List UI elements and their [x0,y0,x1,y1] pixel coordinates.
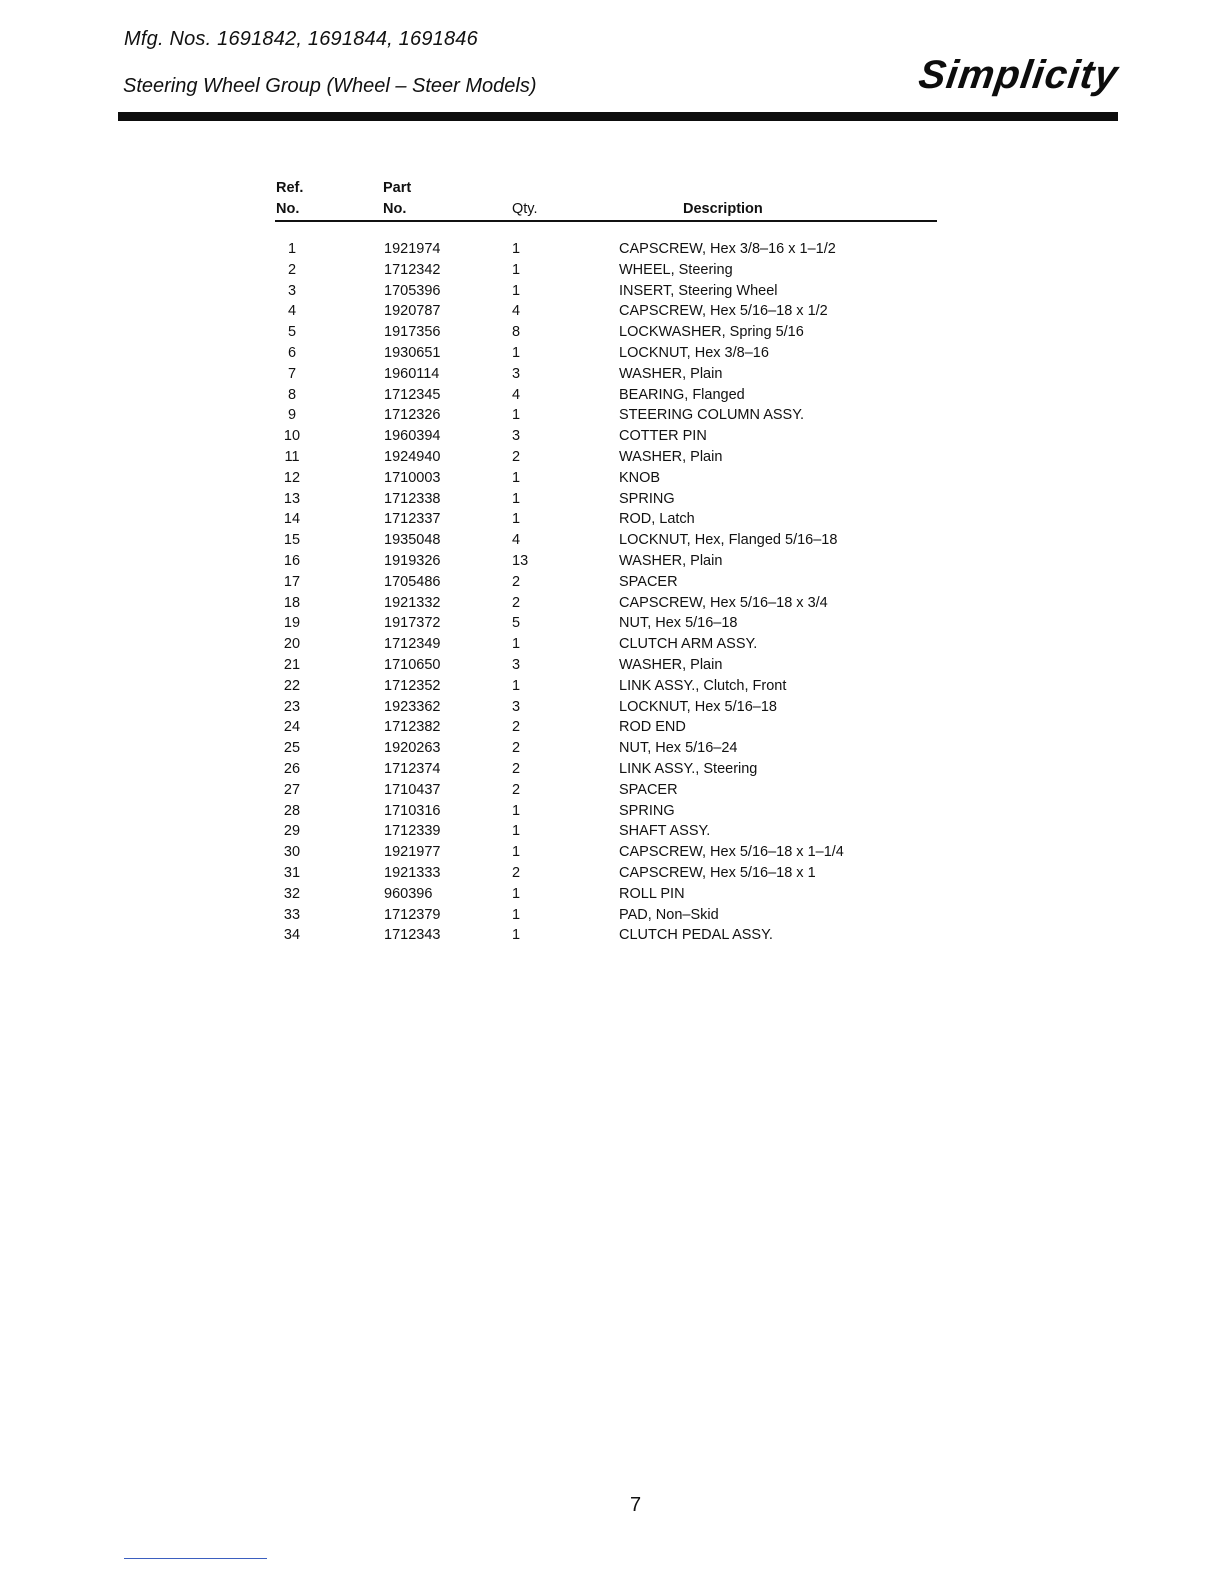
part-cell: 960396 [384,885,433,902]
header-part-no [383,178,411,220]
ref-cell: 22 [283,677,301,694]
qty-cell: 1 [512,282,521,299]
qty-cell: 4 [512,386,521,403]
table-row [275,634,937,655]
table-row [275,613,937,634]
ref-cell: 19 [283,615,301,632]
brand-logo: Simplicity [916,53,1122,97]
ref-cell: 5 [287,324,297,341]
description-cell: BEARING, Flanged [619,386,745,403]
qty-cell: 2 [512,573,521,590]
ref-cell: 27 [283,781,301,798]
description-cell: PAD, Non–Skid [619,906,719,923]
ref-cell: 20 [283,636,301,653]
header-description: Description [683,201,763,217]
description-cell: NUT, Hex 5/16–24 [619,740,738,757]
table-row [275,821,937,842]
description-cell: CAPSCREW, Hex 5/16–18 x 1 [619,864,816,881]
table-row [275,572,937,593]
part-cell: 1920263 [384,740,441,757]
part-cell: 1921977 [384,844,441,861]
table-body [275,239,937,946]
description-cell: CAPSCREW, Hex 5/16–18 x 3/4 [619,594,828,611]
qty-cell: 4 [512,303,521,320]
qty-cell: 8 [512,324,521,341]
ref-cell: 24 [283,719,301,736]
qty-cell: 2 [512,594,521,611]
part-cell: 1712326 [384,407,441,424]
ref-cell: 31 [283,864,301,881]
qty-cell: 1 [512,261,521,278]
table-row [275,801,937,822]
table-row [275,551,937,572]
ref-cell: 23 [283,698,301,715]
table-row [275,322,937,343]
qty-cell: 1 [512,241,521,257]
qty-cell: 3 [512,428,521,445]
table-row [275,468,937,489]
description-cell: CAPSCREW, Hex 5/16–18 x 1–1/4 [619,844,844,861]
part-cell: 1923362 [384,698,441,715]
table-row [275,301,937,322]
qty-cell: 1 [512,802,521,819]
table-row [275,655,937,676]
part-cell: 1712349 [384,636,441,653]
table-row [275,884,937,905]
ref-cell: 30 [283,844,301,861]
qty-cell: 4 [512,532,521,549]
part-cell: 1710003 [384,469,441,486]
qty-cell: 1 [512,677,521,694]
qty-cell: 1 [512,407,521,424]
qty-cell: 1 [512,469,521,486]
ref-cell: 13 [283,490,301,507]
part-cell: 1920787 [384,303,441,320]
description-cell: LOCKNUT, Hex, Flanged 5/16–18 [619,532,838,549]
description-cell: CAPSCREW, Hex 5/16–18 x 1/2 [619,303,828,320]
header-rule [118,112,1118,121]
ref-cell: 4 [287,303,297,320]
ref-cell: 7 [287,365,297,382]
table-row [275,738,937,759]
ref-cell: 3 [287,282,297,299]
qty-cell: 2 [512,760,521,777]
description-cell: INSERT, Steering Wheel [619,282,778,299]
description-cell: CLUTCH ARM ASSY. [619,636,758,653]
qty-cell: 2 [512,781,521,798]
ref-cell: 34 [283,927,301,944]
footer-line [124,1558,267,1559]
qty-cell: 13 [512,552,529,569]
part-cell: 1712342 [384,261,441,278]
qty-cell: 2 [512,864,521,881]
ref-cell: 17 [283,573,301,590]
part-cell: 1710316 [384,802,441,819]
ref-cell: 26 [283,760,301,777]
description-cell: SPRING [619,802,675,819]
description-cell: ROD, Latch [619,511,695,528]
description-cell: SHAFT ASSY. [619,823,711,840]
part-cell: 1712382 [384,719,441,736]
part-cell: 1712337 [384,511,441,528]
description-cell: CLUTCH PEDAL ASSY. [619,927,773,944]
ref-cell: 33 [283,906,301,923]
table-row [275,364,937,385]
qty-cell: 1 [512,511,521,528]
table-row [275,697,937,718]
ref-cell: 1 [287,241,297,257]
ref-cell: 12 [283,469,301,486]
description-cell: WASHER, Plain [619,656,723,673]
table-row [275,925,937,946]
ref-cell: 8 [287,386,297,403]
part-cell: 1710650 [384,656,441,673]
table-row [275,780,937,801]
page-number: 7 [630,1494,642,1516]
table-row [275,717,937,738]
qty-cell: 3 [512,656,521,673]
table-row [275,343,937,364]
ref-cell: 16 [283,552,301,569]
qty-cell: 1 [512,844,521,861]
page-title: Steering Wheel Group (Wheel – Steer Models) [123,75,537,97]
qty-cell: 2 [512,448,521,465]
qty-cell: 1 [512,823,521,840]
part-cell: 1917372 [384,615,441,632]
qty-cell: 1 [512,885,521,902]
description-cell: LOCKNUT, Hex 3/8–16 [619,344,769,361]
table-row [275,239,937,260]
part-cell: 1705396 [384,282,441,299]
part-cell: 1712379 [384,906,441,923]
ref-cell: 9 [287,407,297,424]
qty-cell: 1 [512,636,521,653]
header-ref-top: Ref. [276,180,304,196]
qty-cell: 1 [512,490,521,507]
description-cell: SPACER [619,573,678,590]
ref-cell: 11 [284,448,300,465]
part-cell: 1712374 [384,760,441,777]
description-cell: WASHER, Plain [619,365,723,382]
part-cell: 1921333 [384,864,441,881]
table-row [275,260,937,281]
header-qty: Qty. [512,201,538,217]
description-cell: LINK ASSY., Steering [619,760,758,777]
header-part-bottom: No. [383,201,407,217]
table-row [275,676,937,697]
ref-cell: 25 [283,740,301,757]
ref-cell: 32 [283,885,301,902]
description-cell: NUT, Hex 5/16–18 [619,615,738,632]
header-ref-bottom: No. [276,201,300,217]
description-cell: CAPSCREW, Hex 3/8–16 x 1–1/2 [619,241,836,257]
qty-cell: 1 [512,927,521,944]
table-row [275,593,937,614]
description-cell: WHEEL, Steering [619,261,733,278]
ref-cell: 21 [283,656,301,673]
description-cell: LOCKWASHER, Spring 5/16 [619,324,804,341]
description-cell: STEERING COLUMN ASSY. [619,407,805,424]
part-cell: 1705486 [384,573,441,590]
part-cell: 1917356 [384,324,441,341]
table-row [275,281,937,302]
part-cell: 1712339 [384,823,441,840]
ref-cell: 28 [283,802,301,819]
description-cell: WASHER, Plain [619,552,723,569]
header-part-top: Part [383,180,412,196]
table-row [275,426,937,447]
description-cell: ROD END [619,719,686,736]
qty-cell: 3 [512,365,521,382]
header-ref-no [276,178,303,220]
table-row [275,489,937,510]
description-cell: LINK ASSY., Clutch, Front [619,677,787,694]
part-cell: 1921974 [384,241,441,257]
description-cell: ROLL PIN [619,885,685,902]
qty-cell: 2 [512,719,521,736]
qty-cell: 1 [512,344,521,361]
table-row [275,759,937,780]
table-header [275,178,937,222]
table-row [275,530,937,551]
part-cell: 1930651 [384,344,441,361]
part-cell: 1921332 [384,594,441,611]
part-cell: 1919326 [384,552,441,569]
ref-cell: 14 [283,511,301,528]
description-cell: LOCKNUT, Hex 5/16–18 [619,698,777,715]
table-row [275,905,937,926]
table-row [275,842,937,863]
ref-cell: 6 [287,344,297,361]
ref-cell: 18 [283,594,301,611]
description-cell: KNOB [619,469,661,486]
description-cell: COTTER PIN [619,428,707,445]
qty-cell: 3 [512,698,521,715]
ref-cell: 10 [283,428,301,445]
ref-cell: 15 [283,532,301,549]
part-cell: 1935048 [384,532,441,549]
qty-cell: 1 [512,906,521,923]
description-cell: WASHER, Plain [619,448,723,465]
table-row [275,863,937,884]
qty-cell: 5 [512,615,521,632]
table-row [275,405,937,426]
mfg-numbers: Mfg. Nos. 1691842, 1691844, 1691846 [124,28,478,50]
table-row [275,509,937,530]
ref-cell: 29 [283,823,301,840]
part-cell: 1712343 [384,927,441,944]
part-cell: 1712352 [384,677,441,694]
qty-cell: 2 [512,740,521,757]
parts-table [275,178,937,946]
description-cell: SPACER [619,781,678,798]
part-cell: 1960114 [384,365,440,382]
part-cell: 1960394 [384,428,441,445]
table-row [275,447,937,468]
description-cell: SPRING [619,490,675,507]
ref-cell: 2 [287,261,297,278]
part-cell: 1712345 [384,386,441,403]
part-cell: 1712338 [384,490,441,507]
part-cell: 1924940 [384,448,441,465]
part-cell: 1710437 [384,781,441,798]
table-row [275,385,937,406]
